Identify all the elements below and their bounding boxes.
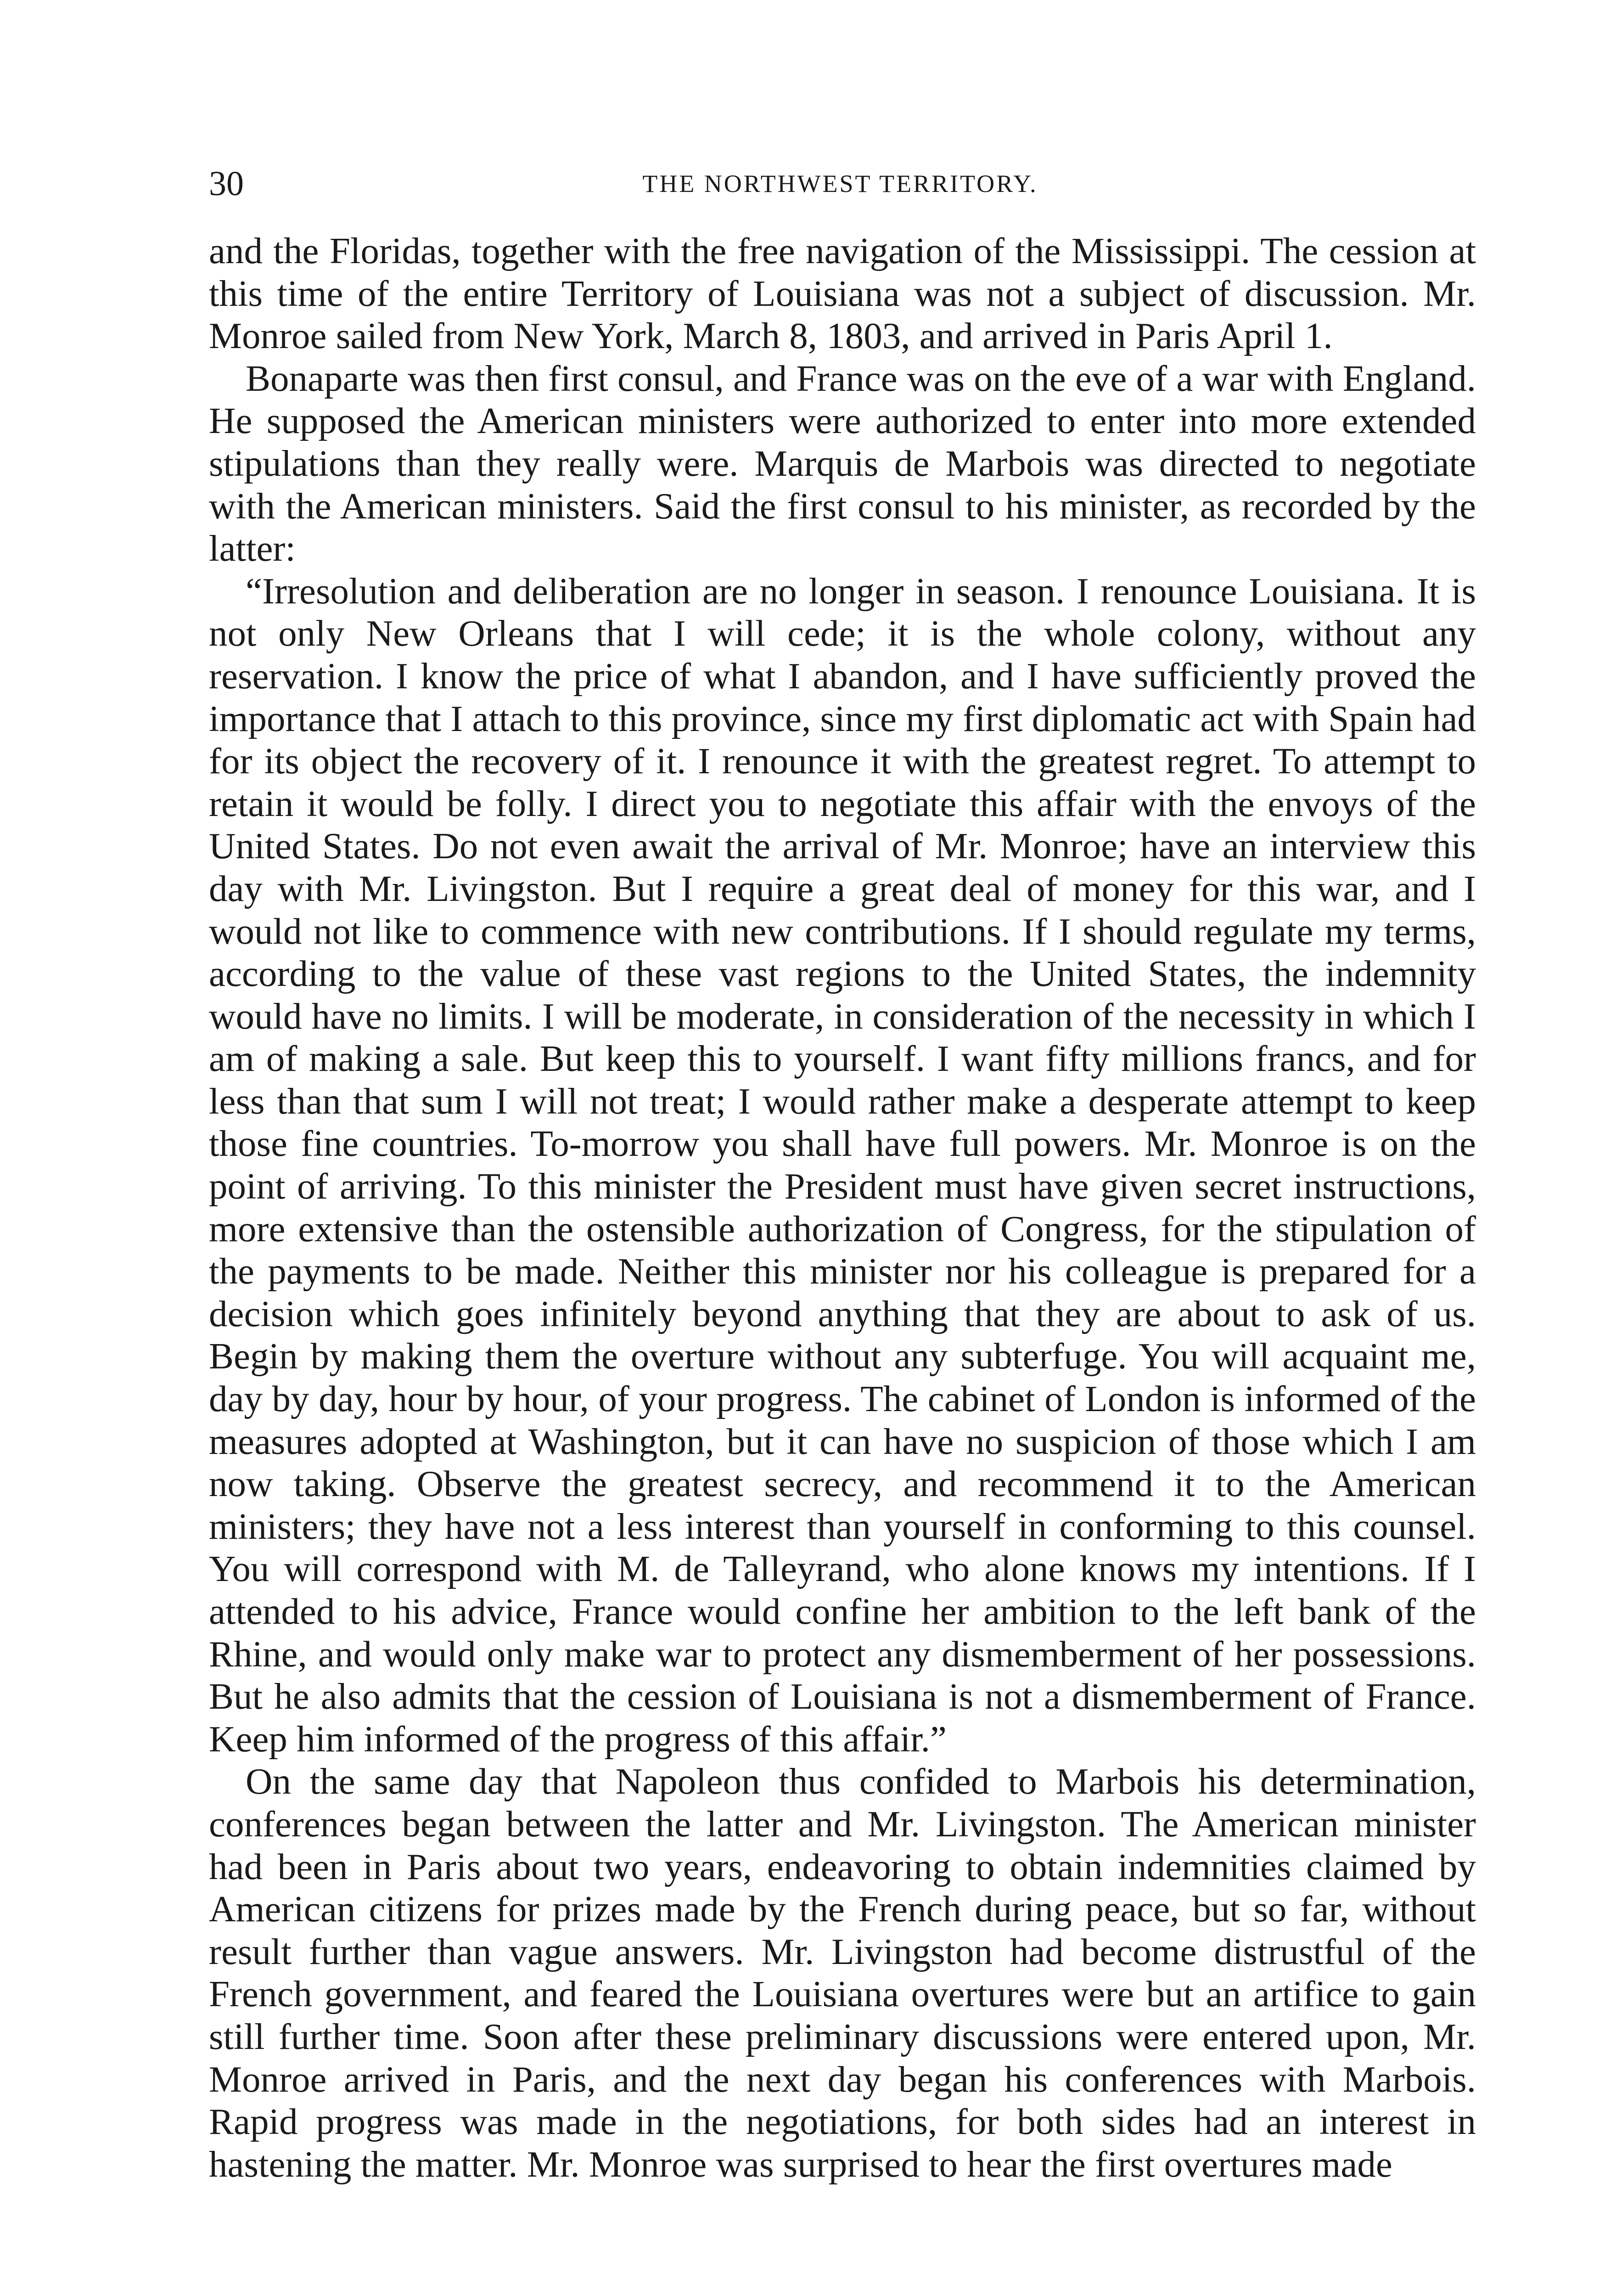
running-head: THE NORTHWEST TERRITORY. (642, 170, 1038, 197)
paragraph-conferences: On the same day that Napoleon thus confided to Marbois his determination, conferences began between the latter and Mr. Livingston. The American minister had been in Paris about two years, endeavoring to obtain indemnities claimed by American citizens for prizes made by the French during peace, but so far, without result further than vague answers. Mr. Livingston had become distrustful of the French government, and feared the Louisiana overtures were but an artifice to gain still further time. Soon after these preliminary discussions were entered upon, Mr. Monroe arrived in Paris, and the next day began his conferences with Marbois. Rapid progress was made in the negotiations, for both sides had an interest in hastening the matter. Mr. Monroe was surprised to hear the first overtures made (209, 1761, 1476, 2185)
page-header (209, 161, 1471, 207)
paragraph-continuation: and the Floridas, together with the free navigation of the Mississippi. The cession at this time of the entire Territory of Louisiana was not a subject of discussion. Mr. Monroe sailed from New York, March 8, 1803, and arrived in Paris April 1. (209, 230, 1476, 357)
paragraph-quotation: “Irresolution and deliberation are no longer in season. I renounce Louisiana. It is not only New Orleans that I will cede; it is the whole colony, without any reservation. I know the price of what I abandon, and I have sufficiently proved the importance that I attach to this province, since my first diplomatic act with Spain had for its object the recovery of it. I renounce it with the greatest regret. To attempt to retain it would be folly. I direct you to negotiate this affair with the envoys of the United States. Do not even await the arrival of Mr. Monroe; have an interview this day with Mr. Livingston. But I require a great deal of money for this war, and I would not like to commence with new contributions. If I should regulate my terms, according to the value of these vast regions to the United States, the indemnity would have no limits. I will be moderate, in consideration of the necessity in which I am of making a sale. But keep this to yourself. I want fifty millions francs, and for less than that sum I will not treat; I would rather make a desperate attempt to keep those fine countries. To-morrow you shall have full powers. Mr. Monroe is on the point of arriving. To this minister the President must have given secret instructions, more extensive than the ostensible authorization of Congress, for the stipulation of the payments to be made. Neither this minister nor his colleague is prepared for a decision which goes infinitely beyond anything that they are about to ask of us. Begin by making them the overture without any subterfuge. You will acquaint me, day by day, hour by hour, of your progress. The cabinet of London is informed of the measures adopted at Washington, but it can have no suspicion of those which I am now taking. Observe the greatest secrecy, and recommend it to the American ministers; they have not a less interest than yourself in conforming to this counsel. You will correspond with M. de Talleyrand, who alone knows my intentions. If I attended to his advice, France would confine her ambition to the left bank of the Rhine, and would only make war to protect any dismemberment of her possessions. But he also admits that the cession of Louisiana is not a dismemberment of France. Keep him informed of the progress of this affair.” (209, 570, 1476, 1760)
paragraph-bonaparte: Bonaparte was then first consul, and France was on the eve of a war with England. He supposed the American ministers were authorized to enter into more extended stipulations than they really were. Marquis de Marbois was directed to negotiate with the American ministers. Said the first consul to his minister, as recorded by the latter: (209, 357, 1476, 569)
body-text (209, 230, 1476, 2185)
page-number: 30 (209, 164, 244, 203)
